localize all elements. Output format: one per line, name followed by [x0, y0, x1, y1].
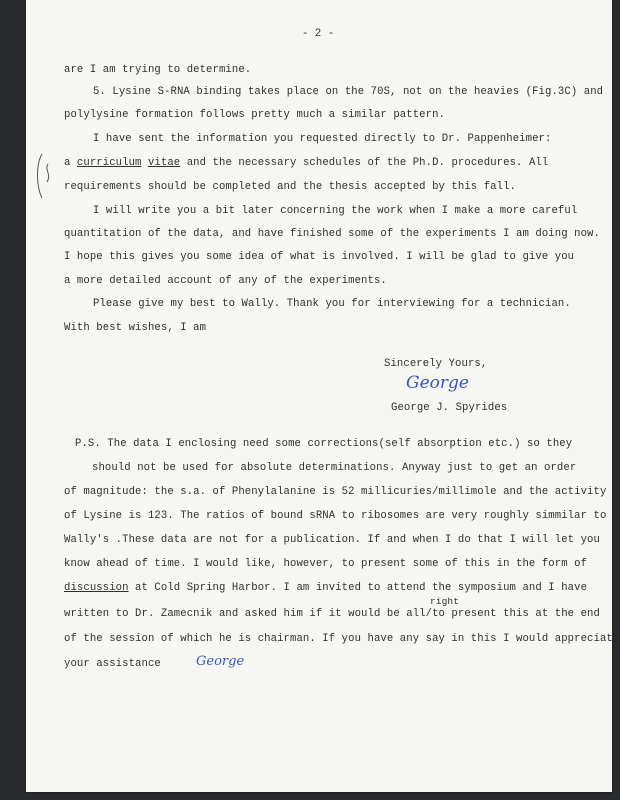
- ps-line-4: of Lysine is 123. The ratios of bound sRNA to ribosomes are very roughly simmilar to: [64, 510, 607, 522]
- body-line-5-start: a: [64, 157, 77, 169]
- ps-line-7: [64, 582, 587, 594]
- ps-line-3: of magnitude: the s.a. of Phenylalanine is 52 millicuries/millimole and the activity: [64, 486, 607, 498]
- body-line-7: I will write you a bit later concerning the work when I make a more careful: [93, 205, 578, 217]
- ps-line-7-rest: at Cold Spring Harbor. I am invited to attend the symposium and I have: [128, 582, 588, 594]
- body-line-5: [64, 157, 548, 169]
- ps-line-2: should not be used for absolute determinations. Anyway just to get an order: [92, 462, 577, 474]
- body-line-2: 5. Lysine S-RNA binding takes place on the 70S, not on the heavies (Fig.3C) and: [93, 86, 604, 98]
- ps-line-6: know ahead of time. I would like, however, to present some of this in the form of: [64, 558, 588, 570]
- signer-name: George J. Spyrides: [391, 402, 508, 414]
- body-line-3: polylysine formation follows pretty much a similar pattern.: [64, 109, 445, 121]
- ps-line-5: Wally's .These data are not for a publication. If and when I do that I will let you: [64, 534, 600, 546]
- body-line-4: I have sent the information you requested directly to Dr. Pappenheimer:: [93, 133, 552, 145]
- body-line-11: Please give my best to Wally. Thank you for interviewing for a technician.: [93, 298, 571, 310]
- ps-line-9: of the session of which he is chairman. If you have any say in this I would appreciate: [64, 633, 620, 645]
- underlined-vitae: vitae: [147, 157, 181, 169]
- closing-salutation: Sincerely Yours,: [384, 358, 488, 370]
- body-line-5-rest: and the necessary schedules of the Ph.D. procedures. All: [180, 157, 549, 169]
- ps-line-1: P.S. The data I enclosing need some corrections(self absorption etc.) so they: [75, 438, 573, 450]
- letter-page: [26, 0, 620, 792]
- body-line-6: requirements should be completed and the thesis accepted by this fall.: [64, 181, 517, 193]
- underlined-curriculum: curriculum: [76, 157, 142, 169]
- body-line-1: are I am trying to determine.: [64, 64, 252, 76]
- ps-line-8: written to Dr. Zamecnik and asked him if it would be all/to present this at the end: [64, 608, 600, 620]
- ps-line-10: your assistance: [64, 658, 161, 670]
- page-number: - 2 -: [302, 28, 335, 40]
- ps-inserted-word: right: [430, 596, 460, 607]
- body-line-8: quantitation of the data, and have finished some of the experiments I am doing now.: [64, 228, 600, 240]
- underlined-discussion: discussion: [64, 582, 129, 594]
- ps-signature: George: [196, 654, 245, 669]
- margin-bracket-mark: [32, 152, 58, 202]
- body-line-12: With best wishes, I am: [64, 322, 207, 334]
- signature: George: [406, 373, 469, 393]
- body-line-9: I hope this gives you some idea of what is involved. I will be glad to give you: [64, 251, 575, 263]
- body-line-10: a more detailed account of any of the experiments.: [64, 275, 387, 287]
